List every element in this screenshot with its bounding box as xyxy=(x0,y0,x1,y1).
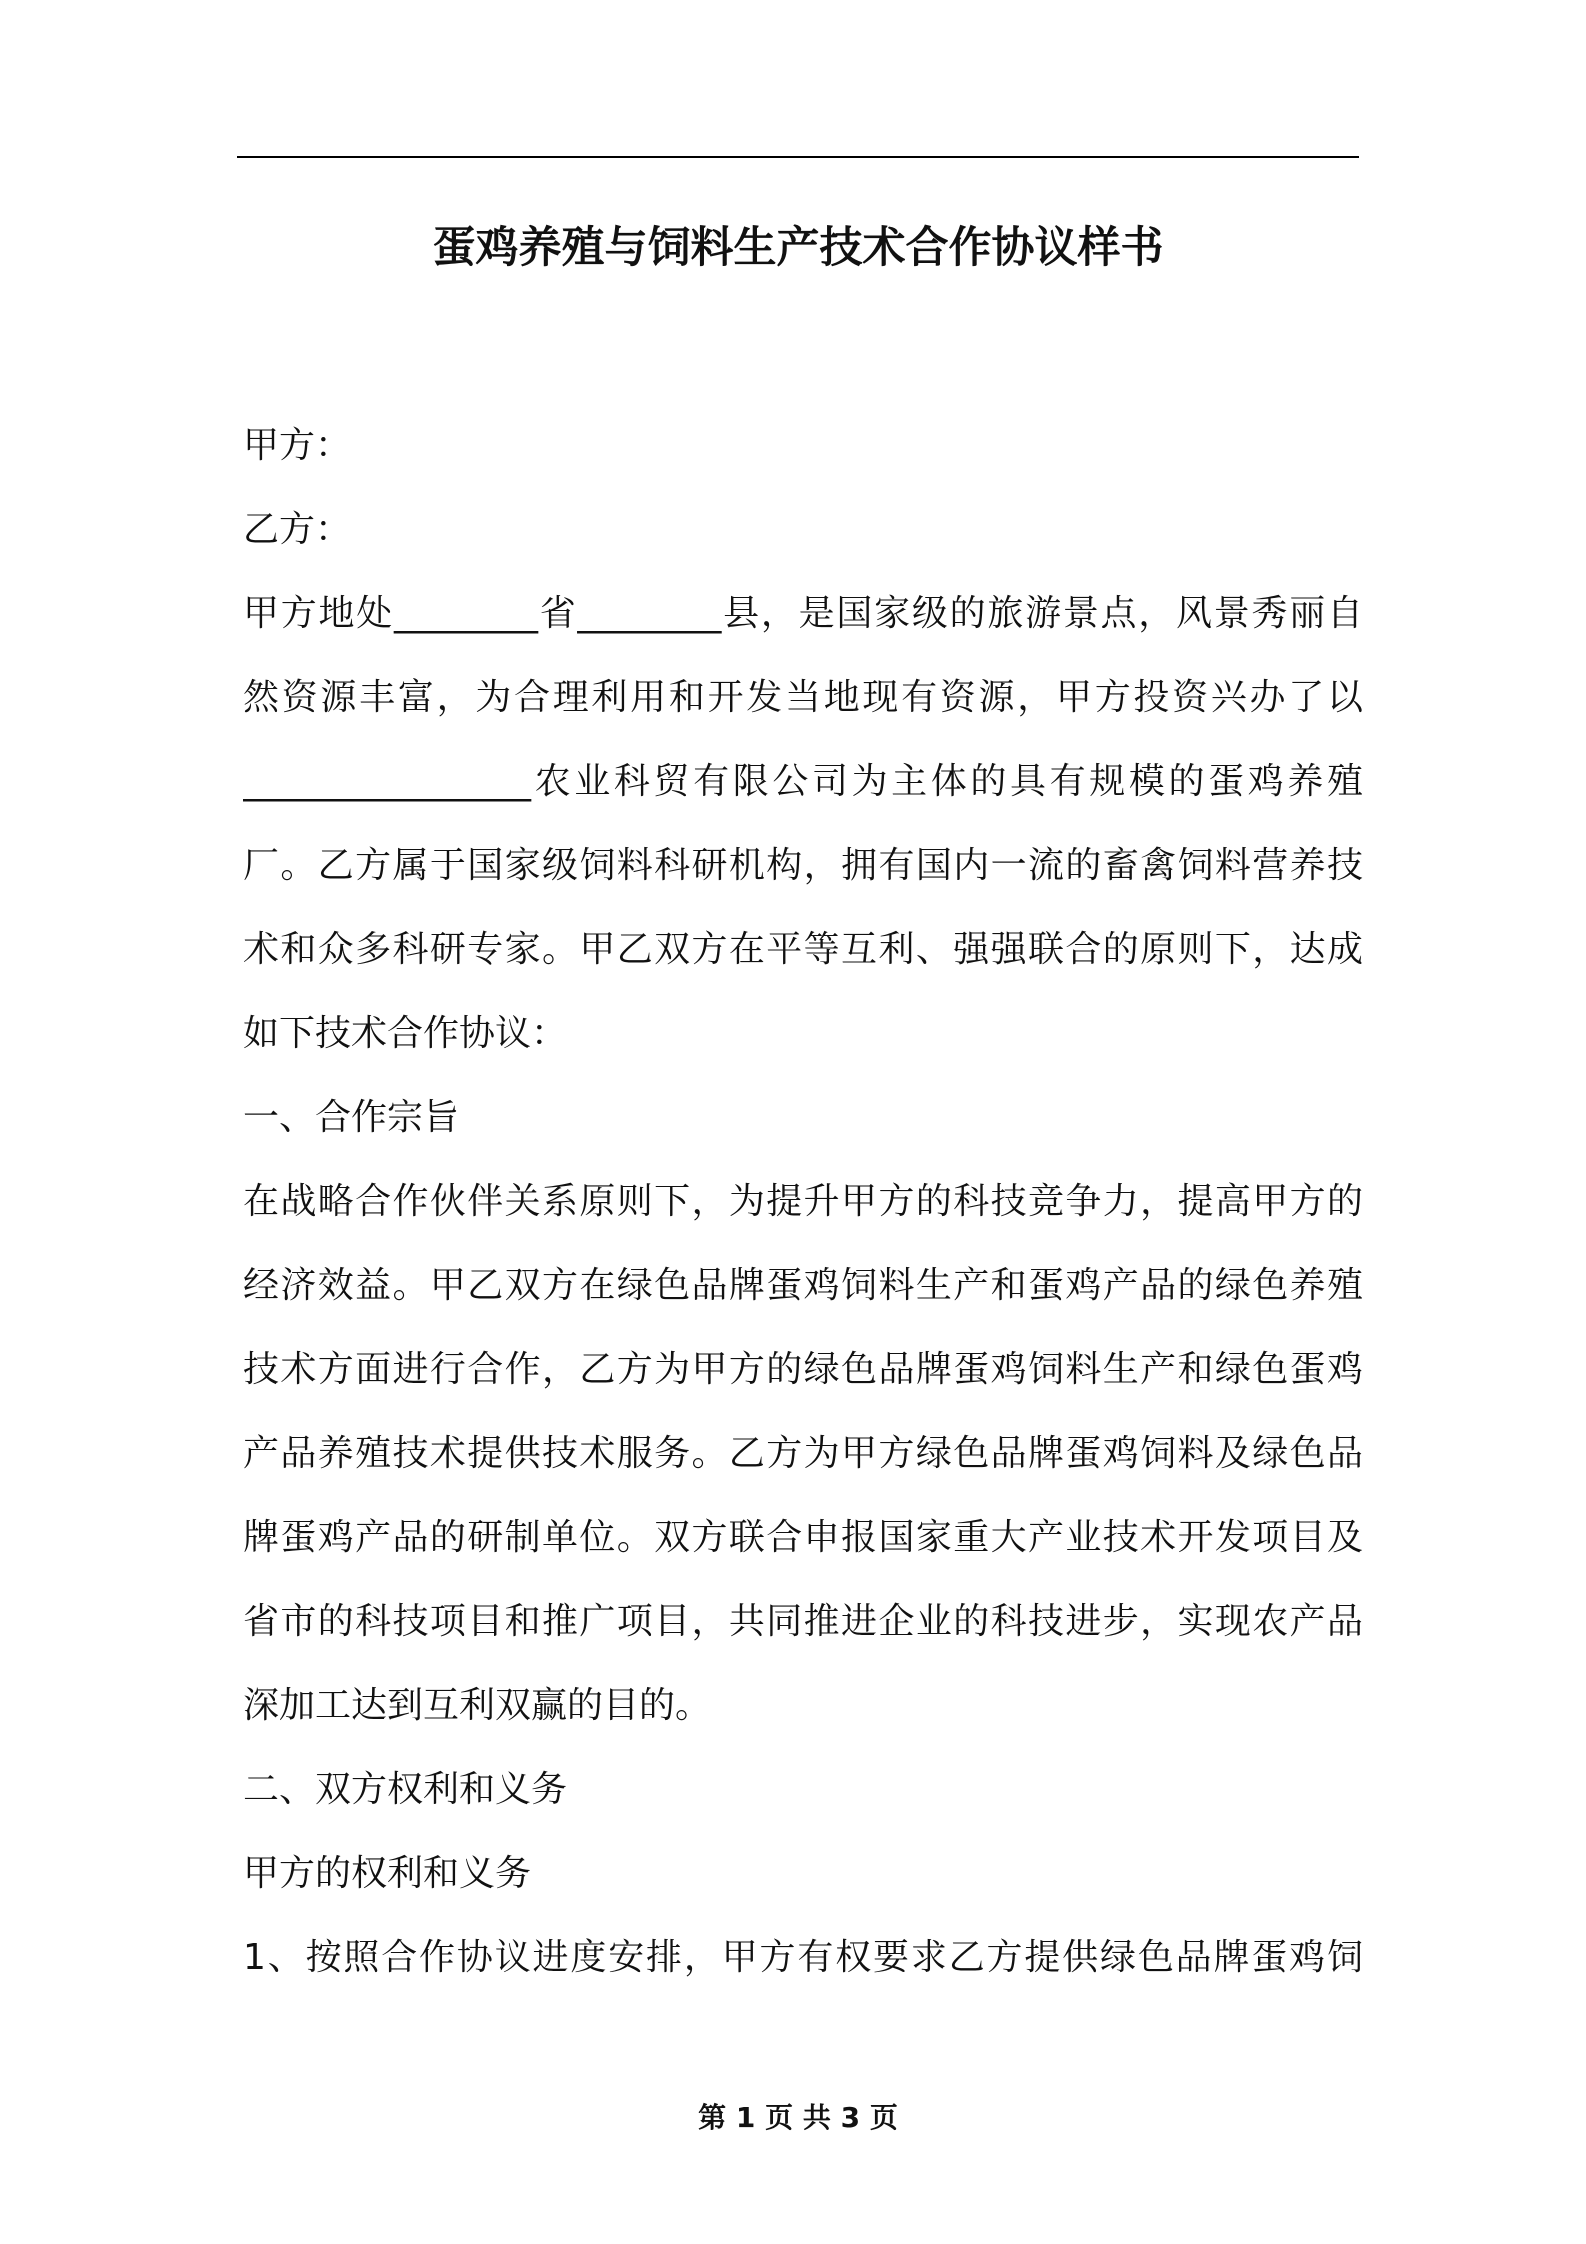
paragraph-line: 技术方面进行合作，乙方为甲方的绿色品牌蛋鸡饲料生产和绿色蛋鸡 xyxy=(243,1349,1363,1390)
paragraph-line: 省市的科技项目和推广项目，共同推进企业的科技进步，实现农产品 xyxy=(243,1601,1363,1642)
paragraph-line: 术和众多科研专家。甲乙双方在平等互利、强强联合的原则下，达成 xyxy=(243,929,1363,970)
paragraph-line: 然资源丰富，为合理利用和开发当地现有资源，甲方投资兴办了以 xyxy=(243,677,1363,718)
header-rule xyxy=(237,156,1359,158)
paragraph-line: 深加工达到互利双赢的目的。 xyxy=(243,1685,712,1726)
section-heading: 二、双方权利和义务 xyxy=(243,1769,568,1810)
page-number: 第 1 页 共 3 页 xyxy=(698,2101,898,2134)
party-a-line: 甲方： xyxy=(243,425,352,466)
document-title: 蛋鸡养殖与饲料生产技术合作协议样书 xyxy=(432,223,1164,273)
paragraph-line: 牌蛋鸡产品的研制单位。双方联合申报国家重大产业技术开发项目及 xyxy=(243,1517,1363,1558)
paragraph-line: ________________农业科贸有限公司为主体的具有规模的蛋鸡养殖 xyxy=(243,761,1363,802)
paragraph-line: 经济效益。甲乙双方在绿色品牌蛋鸡饲料生产和蛋鸡产品的绿色养殖 xyxy=(243,1265,1363,1306)
document-body xyxy=(243,404,1363,2000)
paragraph-line: 产品养殖技术提供技术服务。乙方为甲方绿色品牌蛋鸡饲料及绿色品 xyxy=(243,1433,1363,1474)
paragraph-line: 1、按照合作协议进度安排，甲方有权要求乙方提供绿色品牌蛋鸡饲 xyxy=(243,1937,1363,1978)
subsection-heading: 甲方的权利和义务 xyxy=(243,1853,532,1894)
section-heading: 一、合作宗旨 xyxy=(243,1097,460,1138)
paragraph-line: 厂。乙方属于国家级饲料科研机构，拥有国内一流的畜禽饲料营养技 xyxy=(243,845,1363,886)
paragraph-line: 甲方地处________省________县，是国家级的旅游景点，风景秀丽自 xyxy=(243,593,1363,634)
paragraph-line: 在战略合作伙伴关系原则下，为提升甲方的科技竞争力，提高甲方的 xyxy=(243,1181,1363,1222)
paragraph-line: 如下技术合作协议： xyxy=(243,1013,568,1054)
party-b-line: 乙方： xyxy=(243,509,352,550)
